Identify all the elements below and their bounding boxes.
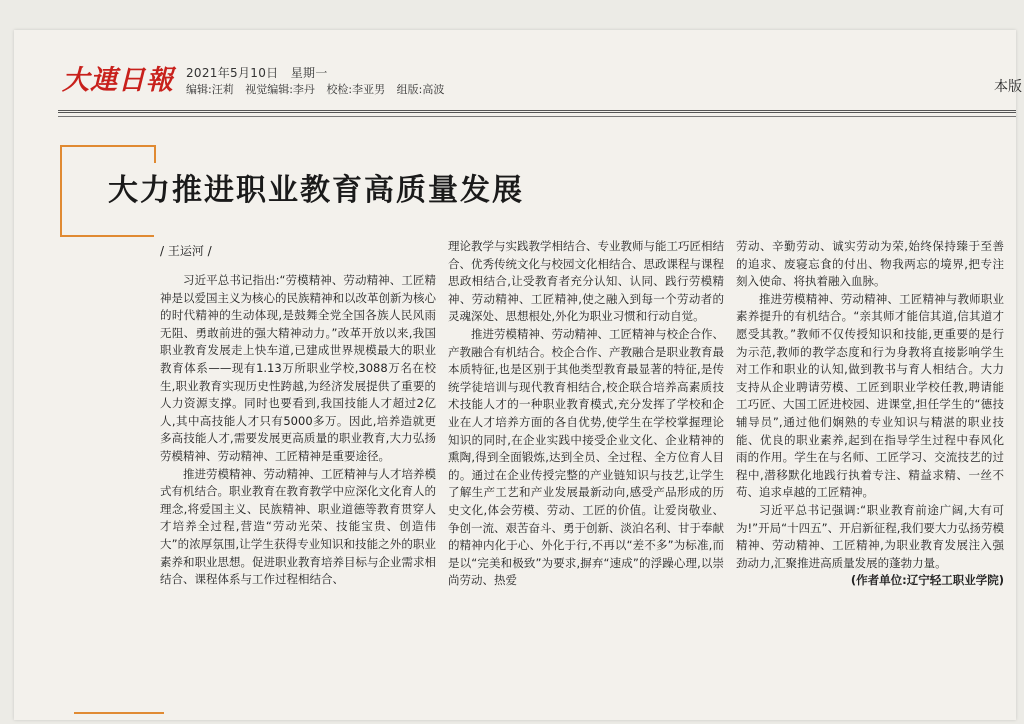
page-label: 本版 — [994, 79, 1022, 95]
credit-proofreader: 校检:李亚男 — [326, 83, 386, 96]
paragraph: 推进劳模精神、劳动精神、工匠精神与校企合作、产教融合有机结合。校企合作、产教融合是职业教育最本质特征,也是区别于其他类型教育最显著的特征,是传统学徒培训与现代教育相结合,校企联合培养高素质技术技能人才的一种职业教育模式,充分发挥了学校和企业在人才培养方面的各自优势,使学生在学校掌握理论知识的同时,在企业实践中接受企业文化、企业精神的熏陶,得到全面锻炼,达到全员、全过程、全方位育人目的。通过在企业传授完整的产业链知识与技艺,让学生了解生产工艺和产业发展最新动向,感受产品形成的历史文化,体会劳模、劳动、工匠的价值。让爱岗敬业、争创一流、艰苦奋斗、勇于创新、淡泊名利、甘于奉献的精神内化于心、外化于行,不再以“差不多”为标准,而是以“完美和极致”为要求,摒弃“速成”的浮躁心理,以崇尚劳动、热爱 — [448, 326, 724, 588]
article-column-3 — [736, 238, 1004, 590]
credit-layout: 组版:高波 — [396, 83, 445, 96]
author-affiliation: (作者单位:辽宁轻工职业学院) — [850, 573, 1004, 588]
header-rule-thin — [58, 116, 1016, 117]
credits-line — [186, 81, 452, 97]
newspaper-page — [14, 30, 1022, 720]
paragraph: 推进劳模精神、劳动精神、工匠精神与人才培养模式有机结合。职业教育在教育教学中应深化文化育人的理念,将爱国主义、民族精神、职业道德等教育贯穿人才培养全过程,营造“劳动光荣、技能宝贵、创造伟大”的浓厚氛围,让学生获得专业知识和技能之外的职业素养和职业思想。促进职业教育培养目标与企业需求相结合、课程体系与工作过程相结合、 — [160, 466, 436, 587]
credit-visual-editor: 视觉编辑:李丹 — [245, 83, 315, 96]
issue-date: 2021年5月10日 星期一 — [186, 66, 328, 80]
credit-editor: 编辑:汪莉 — [186, 83, 234, 96]
paragraph: 劳动、辛勤劳动、诚实劳动为荣,始终保持臻于至善的追求、废寝忘食的付出、物我两忘的境界,把专注刻入使命、将执着融入血脉。 — [736, 239, 1004, 289]
masthead — [14, 30, 1022, 110]
article-author: / 王运河 / — [160, 244, 212, 258]
paragraph: 习近平总书记强调:“职业教育前途广阔,大有可为!”开局“十四五”、开启新征程,我们要大力弘扬劳模精神、劳动精神、工匠精神,为职业教育发展注入强劲动力,汇聚推进高质量发展的蓬勃力量。 — [736, 502, 1004, 570]
paragraph: 习近平总书记指出:“劳模精神、劳动精神、工匠精神是以爱国主义为核心的民族精神和以改革创新为核心的时代精神的生动体现,是鼓舞全党全国各族人民风雨无阻、勇敢前进的强大精神动力。”改革开放以来,我国职业教育发展走上快车道,已建成世界规模最大的职业教育体系——现有1.13万所职业学校,3088万名在校生,职业教育实现历史性跨越,为经济发展提供了重要的人力资源支撑。同时也要看到,我国技能人才超过2亿人,其中高技能人才只有5000多万。因此,培养造就更多高技能人才,需要发展更高质量的职业教育,大力弘扬劳模精神、劳动精神、工匠精神是重要途径。 — [160, 273, 436, 463]
paragraph: 理论教学与实践教学相结合、专业教师与能工巧匠相结合、优秀传统文化与校园文化相结合、思政课程与课程思政相结合,让受教育者充分认知、认同、践行劳模精神、劳动精神、工匠精神,使之融入到每一个劳动者的灵魂深处、思想根处,外化为职业习惯和行动自觉。 — [448, 239, 724, 324]
header-rule — [58, 110, 1016, 113]
newspaper-logo: 大連日報 — [62, 65, 174, 96]
bottom-accent-line — [74, 712, 164, 720]
paragraph: 推进劳模精神、劳动精神、工匠精神与教师职业素养提升的有机结合。“亲其师才能信其道,信其道才愿受其教。”教师不仅传授知识和技能,更重要的是行为示范,教师的教学态度和行为身教将直接影响学生对工作和职业的认知,做到教书与育人相结合。大力支持从企业聘请劳模、工匠到职业学校任教,聘请能工巧匠、大国工匠进校园、进课堂,担任学生的“德技辅导员”,通过他们娴熟的专业知识与精湛的职业技能、优良的职业素养,起到在指导学生过程中春风化雨的作用。学生在与名师、工匠学习、交流技艺的过程中,潜移默化地践行执着专注、精益求精、一丝不苟、追求卓越的工匠精神。 — [736, 291, 1004, 500]
article-column-2 — [448, 238, 724, 590]
article-column-1 — [160, 272, 436, 589]
article-title: 大力推进职业教育高质量发展 — [108, 173, 524, 208]
